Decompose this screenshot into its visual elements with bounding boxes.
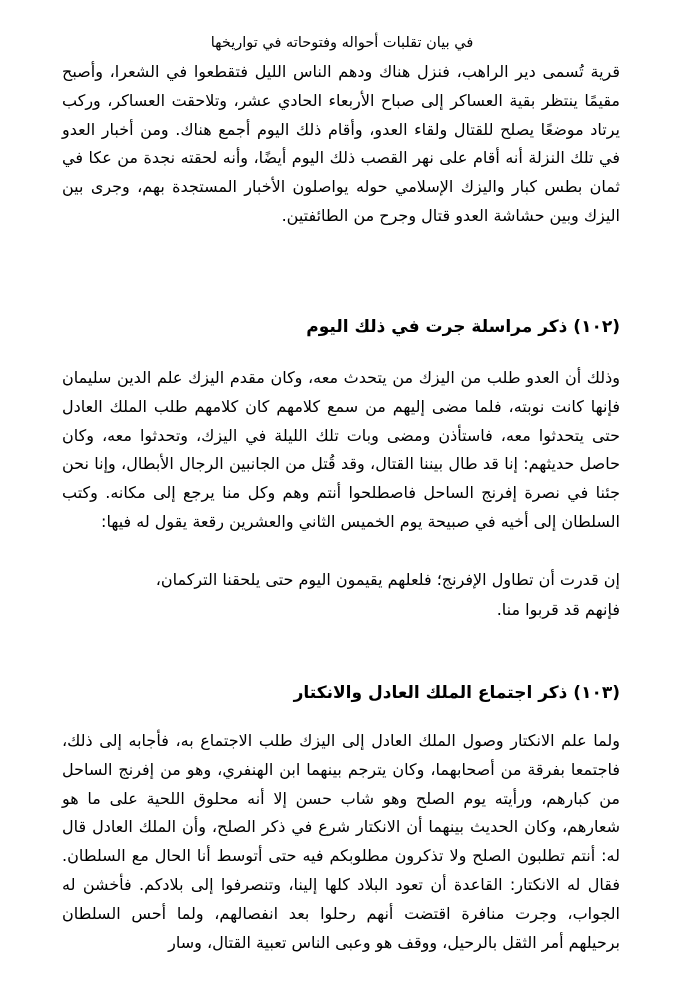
quoted-letter	[85, 565, 620, 625]
running-head: في بيان تقلبات أحواله وفتوحاته في تواريخها	[210, 35, 474, 51]
section-102-heading: (١٠٢) ذكر مراسلة جرت في ذلك اليوم	[306, 317, 620, 337]
quote-line: إن قدرت أن تطاول الإفرنج؛ فلعلهم يقيمون اليوم حتى يلحقنا التركمان،	[155, 570, 620, 589]
paragraph-correspondence: وذلك أن العدو طلب من اليزك من يتحدث معه، وكان مقدم اليزك علم الدين سليمان فإنها كانت نوبته، فلما مضى إليهم من سمع كلامهم كان كلامهم طلب الملك العادل حتى يتحدثوا معه، فاستأذن ومضى وبات تلك الليلة في اليزك، وتحدثوا معه، وكان حاصل حديثهم: إنا قد طال بيننا القتال، وقد قُتل من الجانبين الرجال الأبطال، وإنا نحن جئنا في نصرة إفرنج الساحل فاصطلحوا أنتم وهم وكل منا يرجع إلى مكانه. وكتب السلطان إلى أخيه في صبيحة يوم الخميس الثاني والعشرين رقعة يقول له فيها:	[62, 368, 620, 531]
quote-line: فإنهم قد قربوا منا.	[496, 600, 620, 619]
paragraph-opening: قرية تُسمى دير الراهب، فنزل هناك ودهم الناس الليل فتقطعوا في الشعرا، وأصبح مقيمًا ينتظر بقية العساكر إلى صباح الأربعاء الحادي عشر، وتلاحقت العساكر، وركب يرتاد موضعًا يصلح للقتال ولقاء العدو، وأقام ذلك اليوم أجمع هناك. ومن أخبار العدو في تلك النزلة أنه أقام على نهر القصب ذلك اليوم أيضًا، وأنه لحقته نجدة من عكا في ثمان بطس كبار واليزك الإسلامي حوله يواصلون الأخبار المستجدة بهم، وجرى بين اليزك وبين حشاشة العدو قتال وجرح من الطائفتين.	[62, 62, 620, 225]
section-103-heading: (١٠٣) ذكر اجتماع الملك العادل والانكتار	[293, 683, 620, 703]
paragraph-meeting: ولما علم الانكتار وصول الملك العادل إلى اليزك طلب الاجتماع به، فأجابه إلى ذلك، فاجتمعا بفرقة من أصحابهما، وكان يترجم بينهما ابن الهنفري، وهو من إفرنج الساحل من كبارهم، ورأيته يوم الصلح وهو شاب حسن إلا أنه محلوق اللحية على ما هو شعارهم، وكان الحديث بينهما أن الانكتار شرع في ذكر الصلح، وأن الملك العادل قال له: أنتم تطلبون الصلح ولا تذكرون مطلوبكم فيه حتى أتوسط أنا الحال مع السلطان. فقال له الانكتار: القاعدة أن تعود البلاد كلها إلينا، وتنصرفوا إلى بلادكم. فأخشن له الجواب، وجرت منافرة اقتضت أنهم رحلوا بعد انفصالهم، ولما أحس السلطان برحيلهم أمر الثقل بالرحيل، ووقف هو وعبى الناس تعبية القتال، وسار	[62, 731, 620, 952]
